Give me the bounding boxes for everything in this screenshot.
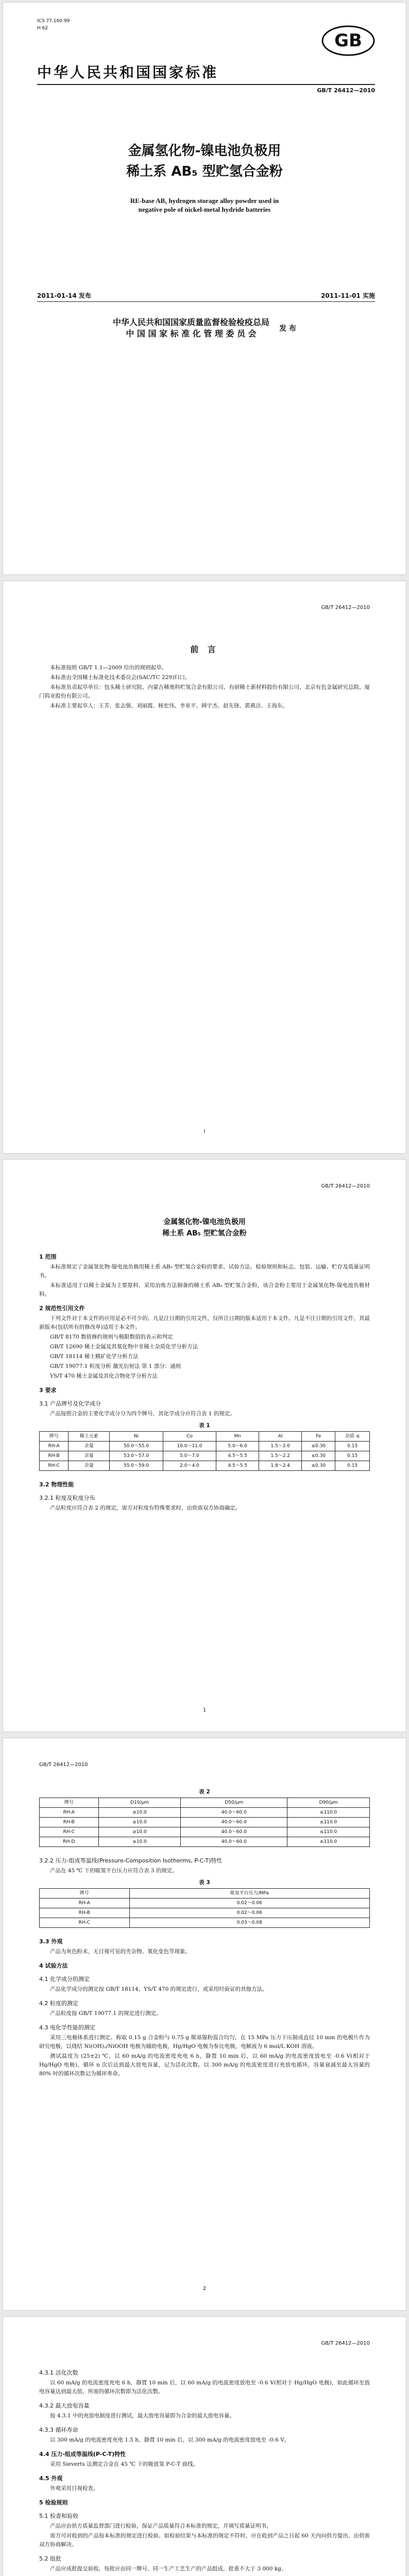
issuer-aqsiq: 中华人民共和国国家质量监督检验检疫总局 [113, 317, 270, 327]
table-cell: ≥10.0 [98, 1808, 181, 1818]
section-heading: 1 范围 [39, 1253, 57, 1260]
table-cell: 10.0～11.0 [163, 1442, 216, 1451]
table-row [40, 1899, 370, 1908]
composition-table [39, 1431, 370, 1471]
paragraph: 需方可对收到的产品按本标准的规定进行检验。如检验结果与本标准的规定不符时，应在收到产品之日起 60 天内向供方提出，由供需双方协商解决。 [39, 2533, 370, 2548]
table-cell: 0.03～0.08 [129, 1918, 369, 1928]
page-header-std: GB/T 26412—2010 [321, 1183, 370, 1189]
table-header-cell: Mn [216, 1432, 259, 1442]
foreword-line: 本标准按照 GB/T 1.1—2009 给出的规则起草。 [50, 665, 167, 671]
reference-item: GB/T 18114 稀土精矿化学分析方法 [50, 1353, 139, 1360]
body-title-line-1: 金属氢化物-镍电池负极用 [163, 1218, 246, 1226]
table-cell: 40.0～60.0 [181, 1837, 287, 1847]
issue-label: 发 布 [279, 325, 296, 333]
table-cell: 1.5～2.2 [259, 1451, 302, 1461]
table-header-cell: 牌号 [40, 1432, 69, 1442]
table-header-cell: 牌号 [40, 1798, 99, 1808]
section-body [39, 1785, 370, 2079]
paragraph: 产品为灰色粉末，无目视可见的夹杂物、氧化变色等现象。 [50, 1948, 191, 1955]
title-line-1: 金属氢化物-镍电池负极用 [128, 143, 281, 159]
paragraph: 产品在 45 ℃ 下的吸氢平台压力应符合表 3 的规定。 [50, 1868, 178, 1874]
pct-table [39, 1888, 370, 1928]
table-cell: 40.0～60.0 [181, 1827, 287, 1837]
table-cell: ≤0.30 [302, 1451, 335, 1461]
paragraph: 外观采用目视检查。 [50, 2485, 99, 2492]
table-cell: 40.0～60.0 [181, 1808, 287, 1818]
english-title [3, 196, 406, 214]
section-heading: 5 检验规则 [39, 2499, 68, 2506]
table-cell: ≥10.0 [98, 1837, 181, 1847]
gb-logo-text: GB [334, 30, 362, 51]
page-number: 2 [202, 2286, 207, 2292]
section-heading: 3 要求 [39, 1387, 57, 1394]
table-cell: 0.15 [335, 1461, 370, 1471]
paragraph: 采用三电极体系进行测定。称取 0.15 g 合金粉与 0.75 g 羰基镍粉混合均匀，在 15 MPa 压力下压制成直径 10 mm 的电极片作为研究电极，以烧结 Ni(OH)₂/NiOOH 电极为辅助电极，Hg/HgO 电极为参比电极，电解液为 6 mol/L KOH 溶液。 [39, 2035, 370, 2049]
body-title [3, 1216, 406, 1239]
table-header-cell: Fe [302, 1432, 335, 1442]
table-cell: ≤110.0 [287, 1827, 370, 1837]
table-cell: 4.5～5.5 [216, 1461, 259, 1471]
paragraph: 按 4.3.1 中的充放电制度进行测试，最大放电容量即为合金的最大放电容量。 [50, 2413, 235, 2419]
table-caption: 表 1 [199, 1422, 210, 1429]
paragraph: 产品粒度按 GB/T 19077.1 的规定进行测定。 [50, 2010, 162, 2016]
page-number: I [203, 1129, 206, 1134]
table-cell: 0.15 [335, 1451, 370, 1461]
table-cell: RH-C [40, 1461, 69, 1471]
subsection-heading: 5.2 组批 [39, 2555, 61, 2562]
section-body [39, 2363, 370, 2576]
paragraph: 产品按照合金的主要化学成分分为四个牌号，其化学成分应符合表 1 的规定。 [50, 1411, 235, 1417]
subsection-heading: 3.2.1 粒度及粒度分布 [39, 1495, 95, 1501]
table-cell: 0.02～0.06 [129, 1908, 369, 1918]
table-caption: 表 2 [199, 1789, 210, 1795]
table-header-cell: D90/μm [287, 1798, 370, 1808]
paragraph: 以 60 mA/g 的电流密度充电 6 h，静置 10 min 后，以 60 mA/g 的电流密度放电至 -0.6 V(相对于 Hg/HgO 电极)，如此循环至放电容量达到最大值，所需的循环次数即为活化次数。 [39, 2380, 370, 2395]
page-header-std: GB/T 26412—2010 [39, 1762, 88, 1768]
table-cell: 53.0～57.0 [110, 1451, 163, 1461]
paragraph: 本标准适用于以稀土金属为主要原料，采用冶炼方法制备的稀土系 AB₅ 型贮氢合金粉，该合金粉主要用于金属氢化物-镍电池负极材料。 [39, 1282, 370, 1297]
table-cell: RH-B [40, 1818, 99, 1827]
gb-logo [321, 25, 375, 56]
standard-number: GB/T 26412—2010 [317, 87, 375, 94]
section-heading: 2 规范性引用文件 [39, 1305, 85, 1312]
particle-size-table [39, 1798, 370, 1847]
table-header-cell: Al [259, 1432, 302, 1442]
table-cell: RH-D [40, 1837, 99, 1847]
table-cell: ≤110.0 [287, 1808, 370, 1818]
table-cell: ≤0.30 [302, 1442, 335, 1451]
subsection-heading: 4.1 化学成分的测定 [39, 1976, 90, 1982]
table-cell: 50.0～55.0 [110, 1442, 163, 1451]
table-row [40, 1918, 370, 1928]
table-header-cell: 牌号 [40, 1889, 130, 1899]
table-cell: 5.0～6.0 [216, 1442, 259, 1451]
date-rule [37, 301, 375, 302]
subsection-heading: 4.3.3 循环寿命 [39, 2427, 78, 2433]
page-header-std: GB/T 26412—2010 [321, 605, 370, 611]
table-cell: 0.02～0.06 [129, 1899, 369, 1908]
ics-code: ICS 77.160.99 [37, 19, 70, 24]
table-cell: 40.0～60.0 [181, 1818, 287, 1827]
table-cell: 余量 [69, 1461, 110, 1471]
paragraph: 产品应由供方质量监督部门进行检验，保证产品质量符合本标准的规定，并填写质量证明书。 [50, 2523, 272, 2529]
table-header-cell: D10/μm [98, 1798, 181, 1808]
table-row [40, 1451, 370, 1461]
content-page-1 [3, 1159, 406, 1732]
subsection-heading: 4.2 粒度的测定 [39, 2000, 78, 2007]
table-row [40, 1808, 370, 1818]
section-body [39, 1247, 370, 1514]
issuer-sac: 中 国 国 家 标 准 化 管 理 委 员 会 [126, 329, 257, 338]
table-cell: ≥10.0 [98, 1818, 181, 1827]
table-caption: 表 3 [199, 1879, 210, 1886]
paragraph: 产品粒度应符合表 2 的规定，需方对粒度有特殊要求时，由供需双方协商确定。 [50, 1505, 241, 1511]
table-cell: 1.8～2.4 [259, 1461, 302, 1471]
foreword-line: 本标准主要起草人：王芳、张志强、刘丽霞、杨宏伟、李亚平、韩宇杰、赵先锋、郭燕洁、王海东。 [50, 703, 288, 709]
ccs-code: H 62 [37, 26, 48, 31]
table-cell: ≤110.0 [287, 1837, 370, 1847]
table-row [40, 1837, 370, 1847]
subsection-heading: 3.1 产品牌号及化学成分 [39, 1400, 101, 1407]
content-page-2 [3, 1738, 406, 2311]
table-cell: 余量 [69, 1451, 110, 1461]
section-heading: 3.3 外观 [39, 1938, 63, 1945]
table-cell: ≤110.0 [287, 1818, 370, 1827]
implementation-date: 2011-11-01 实施 [321, 292, 375, 299]
table-cell: 2.0～4.0 [163, 1461, 216, 1471]
title-rule [37, 84, 375, 85]
table-cell: RH-A [40, 1442, 69, 1451]
table-header-cell: Ni [110, 1432, 163, 1442]
foreword-page [3, 581, 406, 1154]
page-number: 1 [202, 1707, 207, 1713]
paragraph: 产品化学成分的测定按 GB/T 18114、YS/T 470 的规定进行，或采用经验证的其他方法。 [50, 1986, 268, 1992]
table-cell: ≥10.0 [98, 1827, 181, 1837]
table-cell: 1.5～2.0 [259, 1442, 302, 1451]
issuer-block [3, 317, 406, 340]
subsection-heading: 4.3.1 活化次数 [39, 2369, 78, 2376]
table-row [40, 1827, 370, 1837]
paragraph: 本标准规定了金属氢化物-镍电池负极用稀土系 AB₅ 型贮氢合金粉的要求、试验方法、检验规则和标志、包装、运输、贮存及质量证明书。 [39, 1264, 370, 1279]
foreword-heading: 前 言 [190, 645, 219, 654]
subsection-heading: 4.3.2 最大放电容量 [39, 2402, 90, 2409]
table-header-cell: 稀土元素 [69, 1432, 110, 1442]
title-line-2: 稀土系 AB₅ 型贮氢合金粉 [126, 164, 283, 179]
table-cell: 55.0～59.0 [110, 1461, 163, 1471]
paragraph: 以 300 mA/g 的电流密度充电 1.5 h，静置 10 min 后，以 300 mA/g 的电流密度放电至 -0.6 V。 [50, 2437, 290, 2443]
table-cell: 5.0～7.0 [163, 1451, 216, 1461]
table-cell: 余量 [69, 1442, 110, 1451]
table-cell: RH-C [40, 1918, 130, 1928]
reference-item: GB/T 8170 数值修约规则与极限数值的表示和判定 [50, 1334, 173, 1340]
foreword-line: 本标准由全国稀土标准化技术委员会(SAC/TC 229)归口。 [50, 674, 191, 681]
paragraph: 采用 Sieverts 法测定合金在 45 ℃ 下的吸放氢 P-C-T 曲线。 [50, 2461, 199, 2467]
cover-page [3, 2, 406, 575]
table-cell: 4.5～5.5 [216, 1451, 259, 1461]
subsection-heading: 4.3 电化学性能的测定 [39, 2024, 95, 2031]
section-heading: 3.2 物理性能 [39, 1481, 74, 1488]
section-heading: 4 试验方法 [39, 1962, 68, 1969]
table-row [40, 1442, 370, 1451]
subsection-heading: 5.1 检查和验收 [39, 2513, 78, 2519]
english-title-line-2: negative pole of nickel-metal hydride batteries [138, 206, 271, 213]
table-row [40, 1818, 370, 1827]
paragraph: 产品应成批提交验收，每批应由同一牌号、同一生产工艺生产的产品组成，批重不大于 3 000 kg。 [50, 2566, 287, 2572]
table-row [40, 1461, 370, 1471]
table-cell: 0.15 [335, 1442, 370, 1451]
table-cell: RH-C [40, 1827, 99, 1837]
issue-date: 2011-01-14 发布 [37, 292, 91, 299]
table-cell: ≤0.30 [302, 1461, 335, 1471]
reference-item: GB/T 12690 稀土金属及其氧化物中非稀土杂质化学分析方法 [50, 1344, 198, 1350]
page-header-std: GB/T 26412—2010 [321, 2341, 370, 2346]
paragraph: 测试温度为 (25±2) ℃，以 60 mA/g 的电流密度充电 6 h，静置 10 min 后，以 60 mA/g 的电流密度放电至 -0.6 V(相对于 Hg/HgO 电极)，循环 n 次后达到最大放电容量，记为活化次数。以 300 mA/g 的电流密度进行充放电循环，容量衰减至最大容量的 80% 时的循环次数记为循环寿命。 [39, 2053, 370, 2077]
table-cell: RH-A [40, 1899, 130, 1908]
section-heading: 4.5 外观 [39, 2475, 63, 2482]
standard-title [3, 141, 406, 182]
english-title-line-1: RE-base AB₅ hydrogen storage alloy powder used in [130, 197, 279, 205]
table-cell: RH-A [40, 1808, 99, 1818]
reference-item: YS/T 470 稀土金属及其化合物化学分析方法 [50, 1373, 158, 1379]
subsection-heading: 3.2.2 压力-组成等温线(Pressure-Composition Isotherms, P-C-T)特性 [39, 1857, 223, 1864]
reference-item: GB/T 19077.1 粒度分析 激光衍射法 第 1 部分：通则 [50, 1363, 181, 1369]
table-header-cell: 杂质 ≤ [335, 1432, 370, 1442]
table-header-cell: Co [163, 1432, 216, 1442]
foreword-line: 本标准负责起草单位：包头稀土研究院、内蒙古稀奥科贮氢合金有限公司、有研稀土新材料股份有限公司、北京有色金属研究总院、厦门钨业股份有限公司。 [39, 684, 370, 699]
paragraph: 下列文件对于本文件的应用是必不可少的。凡是注日期的引用文件，仅所注日期的版本适用于本文件。凡是不注日期的引用文件，其最新版本(包括所有的修改单)适用于本文件。 [39, 1315, 370, 1330]
table-cell: RH-B [40, 1451, 69, 1461]
table-header-cell: D50/μm [181, 1798, 287, 1808]
content-page-3 [3, 2316, 406, 2576]
table-header-cell: 吸氢平台压力/MPa [129, 1889, 369, 1899]
national-standard-title: 中华人民共和国国家标准 [37, 64, 219, 81]
section-heading: 4.4 压力-组成等温线(P-C-T)特性 [39, 2451, 126, 2458]
table-cell: RH-B [40, 1908, 130, 1918]
body-title-line-2: 稀土系 AB₅ 型贮氢合金粉 [162, 1229, 247, 1238]
foreword-body [39, 664, 370, 711]
table-row [40, 1908, 370, 1918]
